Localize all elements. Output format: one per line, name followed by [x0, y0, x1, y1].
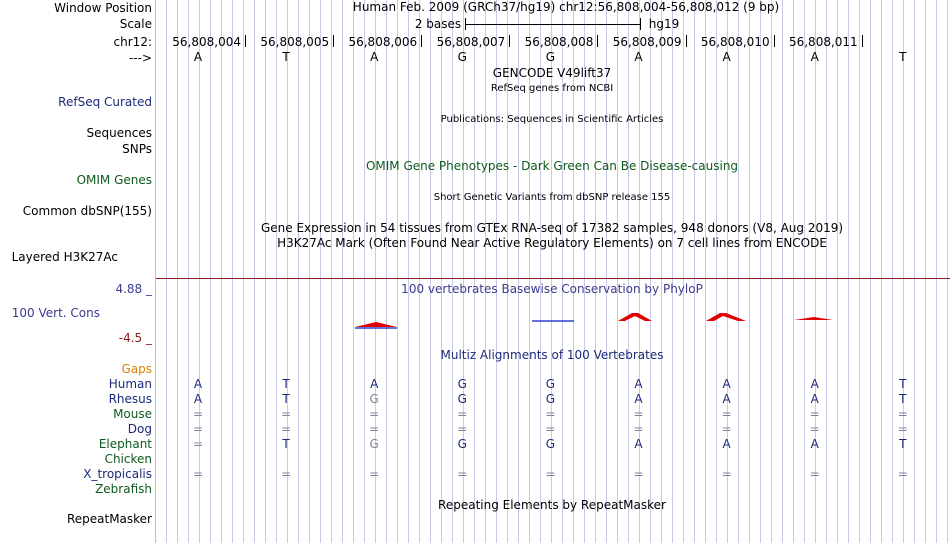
- reference-base: T: [282, 50, 290, 64]
- alignment-base: =: [545, 467, 556, 481]
- species-label[interactable]: Chicken: [104, 452, 152, 466]
- alignment-base: A: [722, 392, 731, 406]
- alignment-base: A: [810, 437, 819, 451]
- species-label[interactable]: Mouse: [113, 407, 152, 421]
- grid-line: [892, 0, 893, 543]
- grid-line: [661, 0, 662, 543]
- grid-line: [430, 0, 431, 543]
- alignment-base: =: [897, 407, 908, 421]
- reference-base: A: [193, 50, 203, 64]
- grid-line: [672, 0, 673, 543]
- cons-peak-3: [618, 313, 652, 321]
- sequences-label[interactable]: Sequences: [86, 126, 152, 140]
- alignment-base: =: [281, 467, 292, 481]
- ruler-position-label: 56,808,010: [700, 35, 770, 49]
- grid-line: [727, 0, 728, 543]
- grid-line: [925, 0, 926, 543]
- grid-line: [639, 0, 640, 543]
- omim-track-title: OMIM Gene Phenotypes - Dark Green Can Be Disease-causing: [365, 159, 739, 173]
- conservation-plot: [156, 300, 950, 335]
- ruler-position-label: 56,808,007: [436, 35, 506, 49]
- grid-line: [397, 0, 398, 543]
- grid-line: [617, 0, 618, 543]
- alignment-base: =: [809, 467, 820, 481]
- grid-line: [375, 0, 376, 543]
- alignment-base: A: [370, 377, 379, 391]
- reference-base: A: [810, 50, 819, 64]
- alignment-base: A: [193, 377, 203, 391]
- alignment-base: G: [369, 392, 379, 406]
- grid-line: [914, 0, 915, 543]
- grid-line: [386, 0, 387, 543]
- alignment-base: =: [897, 467, 908, 481]
- grid-line: [452, 0, 453, 543]
- alignment-base: =: [809, 422, 820, 436]
- alignment-base: G: [457, 437, 467, 451]
- grid-line: [287, 0, 288, 543]
- cons-peak-4: [706, 313, 746, 321]
- alignment-base: =: [369, 467, 380, 481]
- grid-line: [804, 0, 805, 543]
- grid-line: [628, 0, 629, 543]
- omim-genes-label[interactable]: OMIM Genes: [76, 173, 152, 187]
- alignment-base: G: [457, 392, 467, 406]
- reference-base: A: [370, 50, 379, 64]
- refseq-curated-label[interactable]: RefSeq Curated: [58, 95, 152, 109]
- scale-bar-right-text: hg19: [648, 17, 680, 31]
- grid-line: [441, 0, 442, 543]
- ruler-tick: [862, 35, 863, 47]
- grid-line: [859, 0, 860, 543]
- alignment-base: =: [721, 422, 732, 436]
- ruler-position-label: 56,808,009: [612, 35, 682, 49]
- grid-line: [364, 0, 365, 543]
- grid-line: [694, 0, 695, 543]
- scale-bar: [465, 24, 641, 25]
- grid-line: [947, 0, 948, 543]
- alignment-base: =: [809, 407, 820, 421]
- alignment-base: T: [282, 437, 290, 451]
- alignment-base: G: [545, 437, 556, 451]
- label-column-divider: [155, 0, 156, 543]
- alignment-base: =: [369, 407, 380, 421]
- grid-line: [298, 0, 299, 543]
- alignment-base: =: [457, 467, 468, 481]
- alignment-base: =: [369, 422, 380, 436]
- window-position-label: Window Position: [54, 1, 152, 15]
- cons-max-label: 4.88 _: [115, 282, 152, 296]
- cons-min-label: -4.5 _: [118, 331, 152, 345]
- track-group-divider: [156, 278, 950, 279]
- reference-base: G: [545, 50, 556, 64]
- alignment-base: T: [899, 437, 907, 451]
- grid-line: [309, 0, 310, 543]
- alignment-base: =: [545, 422, 556, 436]
- reference-base: A: [634, 50, 643, 64]
- reference-base: A: [722, 50, 731, 64]
- grid-line: [881, 0, 882, 543]
- grid-line: [166, 0, 167, 543]
- alignment-base: G: [545, 392, 556, 406]
- alignment-base: T: [899, 377, 907, 391]
- species-label[interactable]: Dog: [127, 422, 152, 436]
- scale-bar-right-cap: [640, 18, 641, 30]
- alignment-base: T: [282, 377, 290, 391]
- grid-line: [716, 0, 717, 543]
- species-label[interactable]: X_tropicalis: [83, 467, 152, 481]
- grid-line: [485, 0, 486, 543]
- grid-line: [760, 0, 761, 543]
- grid-line: [936, 0, 937, 543]
- alignment-base: =: [192, 407, 204, 421]
- grid-line: [188, 0, 189, 543]
- alignment-base: =: [281, 422, 292, 436]
- ruler-tick: [245, 35, 246, 47]
- grid-line: [320, 0, 321, 543]
- ruler-position-label: 56,808,011: [788, 35, 858, 49]
- alignment-base: T: [899, 392, 907, 406]
- grid-line: [210, 0, 211, 543]
- grid-line: [199, 0, 200, 543]
- cons-peak-5: [794, 317, 833, 320]
- grid-line: [771, 0, 772, 543]
- phylop-track-title: 100 vertebrates Basewise Conservation by PhyloP: [401, 282, 703, 296]
- alignment-base: =: [633, 407, 644, 421]
- alignment-base: A: [810, 392, 819, 406]
- alignment-base: A: [722, 437, 731, 451]
- grid-line: [463, 0, 464, 543]
- common-dbsnp-label[interactable]: Common dbSNP(155): [22, 204, 152, 218]
- alignment-base: =: [192, 422, 204, 436]
- scale-bar-left-cap: [465, 18, 466, 30]
- ruler-position-label: 56,808,006: [348, 35, 418, 49]
- alignment-base: =: [633, 422, 644, 436]
- grid-line: [793, 0, 794, 543]
- ruler-tick: [686, 35, 687, 47]
- chrom-label: chr12:: [113, 35, 152, 49]
- alignment-base: A: [634, 392, 643, 406]
- species-label[interactable]: Human: [108, 377, 152, 391]
- grid-line: [650, 0, 651, 543]
- grid-line: [738, 0, 739, 543]
- alignment-base: G: [369, 437, 379, 451]
- grid-line: [408, 0, 409, 543]
- grid-line: [848, 0, 849, 543]
- alignment-base: A: [722, 377, 731, 391]
- grid-line: [276, 0, 277, 543]
- grid-line: [815, 0, 816, 543]
- alignment-base: =: [192, 467, 204, 481]
- repeatmasker-label[interactable]: RepeatMasker: [66, 512, 152, 526]
- alignment-base: =: [897, 422, 908, 436]
- grid-line: [177, 0, 178, 543]
- alignment-base: A: [193, 392, 203, 406]
- grid-line: [342, 0, 343, 543]
- alignment-base: T: [282, 392, 290, 406]
- alignment-base: =: [457, 422, 468, 436]
- grid-line: [782, 0, 783, 543]
- cons-track-label[interactable]: 100 Vert. Cons: [11, 306, 100, 320]
- grid-line: [749, 0, 750, 543]
- grid-line: [221, 0, 222, 543]
- alignment-base: =: [721, 407, 732, 421]
- repeatmasker-track-title: Repeating Elements by RepeatMasker: [438, 498, 666, 512]
- grid-line: [254, 0, 255, 543]
- alignment-base: =: [192, 437, 204, 451]
- ruler-position-label: 56,808,005: [260, 35, 330, 49]
- gencode-track-title[interactable]: GENCODE V49lift37: [492, 66, 612, 80]
- grid-line: [243, 0, 244, 543]
- species-label[interactable]: Elephant: [98, 437, 152, 451]
- cons-peak-1: [355, 322, 397, 327]
- ruler-position-label: 56,808,008: [524, 35, 594, 49]
- alignment-base: =: [457, 407, 468, 421]
- grid-line: [870, 0, 871, 543]
- ruler-tick: [774, 35, 775, 47]
- species-label[interactable]: Rhesus: [108, 392, 152, 406]
- grid-line: [419, 0, 420, 543]
- alignment-base: =: [721, 467, 732, 481]
- alignment-base: A: [634, 377, 643, 391]
- dbsnp-track-title: Short Genetic Variants from dbSNP release 155: [433, 192, 671, 203]
- grid-line: [474, 0, 475, 543]
- grid-line: [903, 0, 904, 543]
- ruler-position-label: 56,808,004: [172, 35, 241, 49]
- multiz-track-title: Multiz Alignments of 100 Vertebrates: [440, 348, 664, 362]
- grid-line: [331, 0, 332, 543]
- scale-bar-left-text: 2 bases: [414, 17, 462, 31]
- alignment-base: A: [634, 437, 643, 451]
- grid-line: [265, 0, 266, 543]
- refseq-track-subtitle: RefSeq genes from NCBI: [490, 83, 614, 94]
- alignment-base: =: [281, 407, 292, 421]
- grid-line: [683, 0, 684, 543]
- alignment-base: =: [545, 407, 556, 421]
- publications-track-title: Publications: Sequences in Scientific Articles: [440, 114, 664, 125]
- ruler-tick: [597, 35, 598, 47]
- gaps-label[interactable]: Gaps: [121, 362, 152, 376]
- snps-label[interactable]: SNPs: [122, 142, 152, 156]
- layered-h3k27ac-label[interactable]: Layered H3K27Ac: [11, 250, 118, 264]
- alignment-base: G: [457, 377, 467, 391]
- grid-line: [705, 0, 706, 543]
- grid-line: [232, 0, 233, 543]
- strand-label[interactable]: --->: [128, 51, 152, 65]
- alignment-base: A: [810, 377, 819, 391]
- reference-base: T: [899, 50, 907, 64]
- grid-line: [837, 0, 838, 543]
- grid-line: [353, 0, 354, 543]
- ruler-tick: [421, 35, 422, 47]
- scale-label: Scale: [119, 17, 152, 31]
- ruler-tick: [509, 35, 510, 47]
- alignment-base: G: [545, 377, 556, 391]
- grid-line: [826, 0, 827, 543]
- h3k27ac-track-title: H3K27Ac Mark (Often Found Near Active Regulatory Elements) on 7 cell lines from ENCODE: [277, 236, 827, 250]
- window-position-text: Human Feb. 2009 (GRCh37/hg19) chr12:56,808,004-56,808,012 (9 bp): [352, 0, 780, 14]
- gtex-track-title: Gene Expression in 54 tissues from GTEx RNA-seq of 17382 samples, 948 donors (V8, Aug 2019): [260, 221, 844, 235]
- alignment-base: =: [633, 467, 644, 481]
- species-label[interactable]: Zebrafish: [95, 482, 152, 496]
- reference-base: G: [457, 50, 467, 64]
- ruler-tick: [333, 35, 334, 47]
